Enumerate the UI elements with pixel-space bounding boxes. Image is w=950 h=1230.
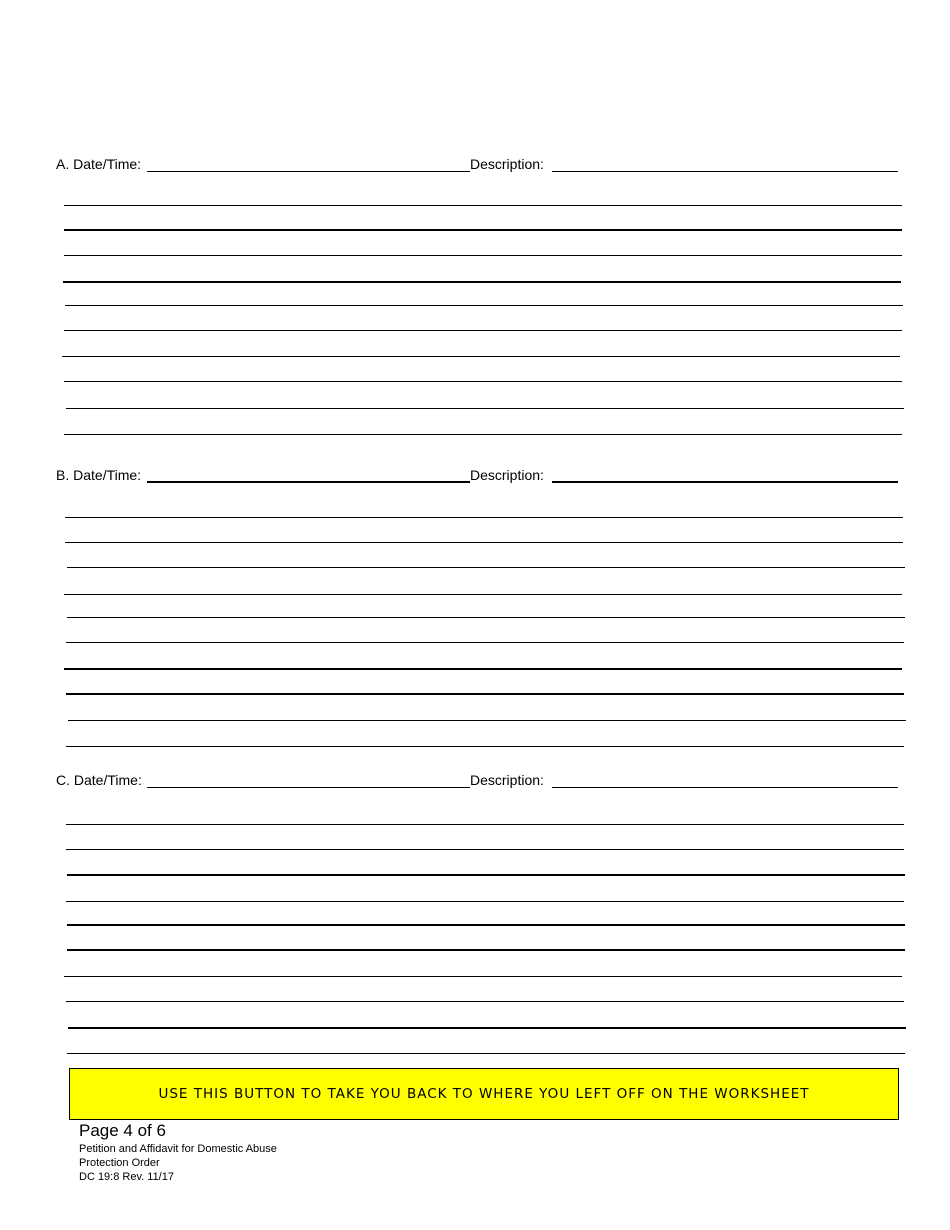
section-a-description-label: Description: — [470, 156, 544, 172]
section-c-header — [56, 772, 898, 792]
section-b-line[interactable] — [66, 642, 904, 643]
section-b-line[interactable] — [67, 567, 905, 568]
section-c-description-field[interactable] — [552, 787, 898, 788]
section-b-line[interactable] — [65, 542, 903, 543]
section-a-line[interactable] — [64, 434, 902, 435]
section-a-date-field[interactable] — [147, 171, 470, 172]
section-c-line[interactable] — [68, 1027, 906, 1029]
section-b-line[interactable] — [67, 617, 905, 618]
section-c-line[interactable] — [66, 849, 904, 850]
form-title-line2: Protection Order — [79, 1157, 160, 1169]
form-title-line1: Petition and Affidavit for Domestic Abuse — [79, 1143, 277, 1155]
section-c-line[interactable] — [64, 976, 902, 977]
section-c-line[interactable] — [66, 1001, 904, 1002]
section-b-header — [56, 467, 898, 487]
form-code: DC 19:8 Rev. 11/17 — [79, 1171, 174, 1183]
section-a-line[interactable] — [64, 255, 902, 256]
section-a-line[interactable] — [62, 356, 900, 357]
section-a-line[interactable] — [64, 330, 902, 331]
section-b-line[interactable] — [65, 517, 903, 518]
section-b-line[interactable] — [64, 594, 902, 595]
section-c-line[interactable] — [66, 901, 904, 902]
section-c-line[interactable] — [66, 824, 904, 825]
page-number: Page 4 of 6 — [79, 1121, 166, 1140]
section-a-line[interactable] — [64, 229, 902, 231]
section-b-description-label: Description: — [470, 467, 544, 483]
section-b-line[interactable] — [66, 746, 904, 747]
section-a-line[interactable] — [64, 205, 902, 206]
section-a-date-label: A. Date/Time: — [56, 156, 142, 172]
section-b-date-field[interactable] — [147, 481, 470, 483]
section-a-line[interactable] — [63, 281, 901, 283]
section-b-line[interactable] — [64, 668, 902, 670]
section-b-line[interactable] — [66, 693, 904, 695]
section-b-date-label: B. Date/Time: — [56, 467, 142, 483]
back-to-worksheet-button[interactable]: USE THIS BUTTON TO TAKE YOU BACK TO WHERE YOU LEFT OFF ON THE WORKSHEET — [69, 1068, 899, 1120]
section-a-line[interactable] — [64, 381, 902, 382]
section-c-date-field[interactable] — [147, 787, 470, 788]
section-b-description-field[interactable] — [552, 481, 898, 483]
section-a-line[interactable] — [65, 305, 903, 306]
section-a-description-field[interactable] — [552, 171, 898, 172]
section-a-line[interactable] — [66, 408, 904, 409]
section-b-line[interactable] — [68, 720, 906, 721]
section-a-header — [56, 156, 898, 176]
section-c-line[interactable] — [67, 874, 905, 876]
section-c-line[interactable] — [67, 1053, 905, 1054]
section-c-line[interactable] — [67, 924, 905, 926]
section-c-description-label: Description: — [470, 772, 544, 788]
section-c-date-label: C. Date/Time: — [56, 772, 142, 788]
section-c-line[interactable] — [67, 949, 905, 951]
